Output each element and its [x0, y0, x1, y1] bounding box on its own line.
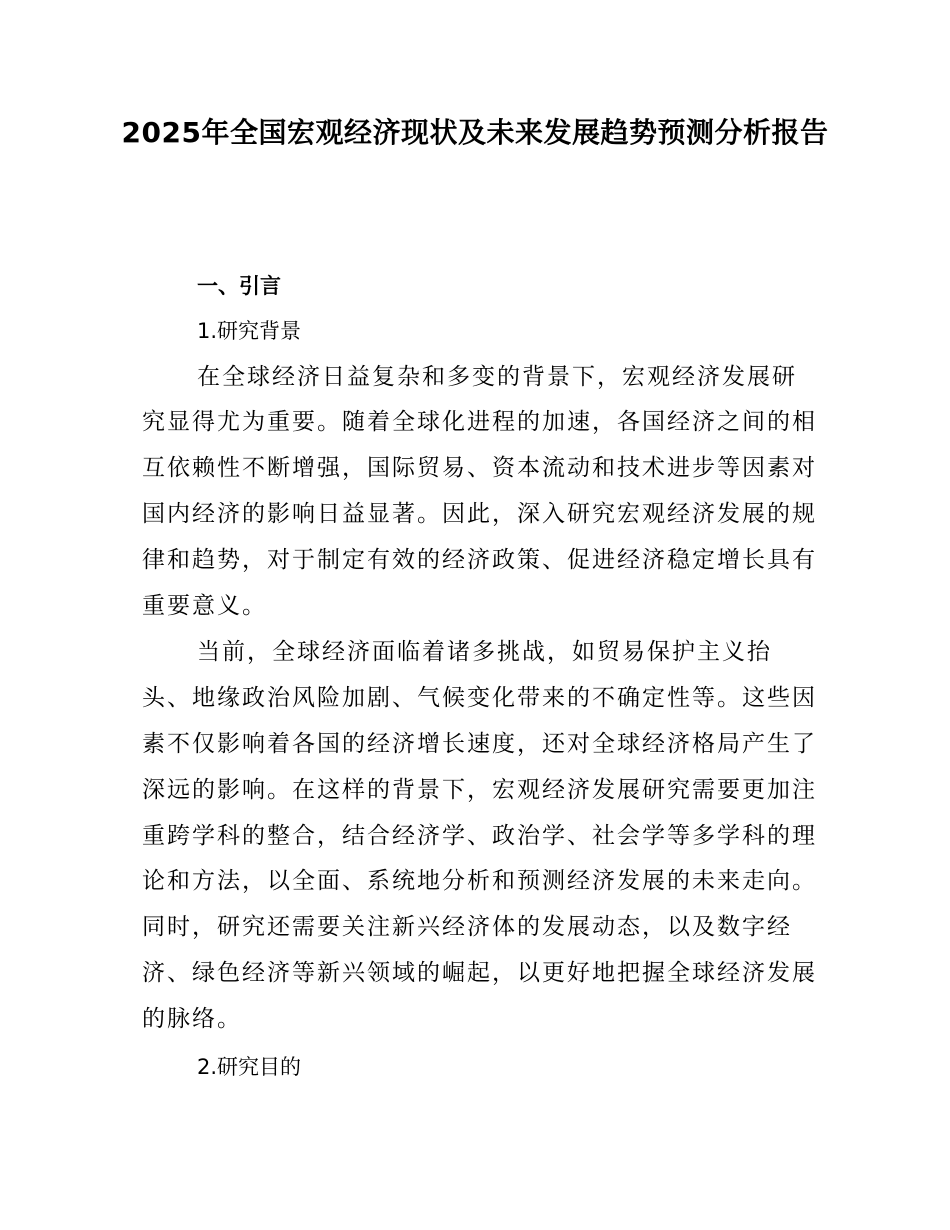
paragraph-line: 深远的影响。在这样的背景下，宏观经济发展研究需要更加注: [142, 777, 817, 803]
paragraph-line: 头、地缘政治风险加剧、气候变化带来的不确定性等。这些因: [142, 685, 817, 711]
paragraph-line: 重要意义。: [142, 593, 267, 619]
paragraph-line: 素不仅影响着各国的经济增长速度，还对全球经济格局产生了: [142, 731, 817, 757]
paragraph-line: 律和趋势，对于制定有效的经济政策、促进经济稳定增长具有: [142, 547, 817, 573]
paragraph-line: 的脉络。: [142, 1006, 242, 1032]
paragraph-line: 在全球经济日益复杂和多变的背景下，宏观经济发展研: [197, 364, 797, 390]
paragraph-line: 国内经济的影响日益显著。因此，深入研究宏观经济发展的规: [142, 501, 817, 527]
paragraph-line: 论和方法，以全面、系统地分析和预测经济发展的未来走向。: [142, 868, 817, 894]
paragraph-line: 互依赖性不断增强，国际贸易、资本流动和技术进步等因素对: [142, 455, 817, 481]
document-title: 2025年全国宏观经济现状及未来发展趋势预测分析报告: [121, 116, 829, 149]
paragraph-line: 同时，研究还需要关注新兴经济体的发展动态，以及数字经: [142, 914, 792, 940]
paragraph-line: 当前，全球经济面临着诸多挑战，如贸易保护主义抬: [197, 639, 772, 665]
subsection-heading-purpose: 2.研究目的: [197, 1055, 302, 1079]
paragraph-line: 重跨学科的整合，结合经济学、政治学、社会学等多学科的理: [142, 823, 817, 849]
section-heading-introduction: 一、引言: [197, 274, 281, 298]
paragraph-line: 济、绿色经济等新兴领域的崛起，以更好地把握全球经济发展: [142, 960, 817, 986]
paragraph-line: 究显得尤为重要。随着全球化进程的加速，各国经济之间的相: [142, 409, 817, 435]
subsection-heading-background: 1.研究背景: [197, 319, 302, 343]
